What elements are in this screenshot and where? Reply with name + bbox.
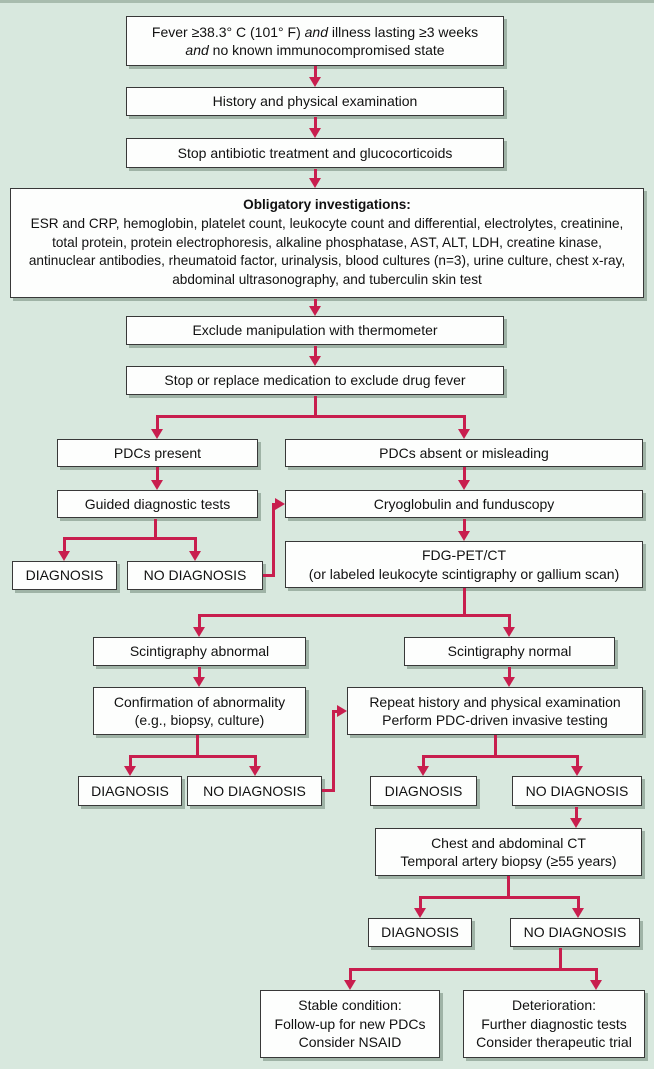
node-label: (e.g., biopsy, culture) xyxy=(134,712,265,728)
node-label: Scintigraphy normal xyxy=(447,643,572,660)
node-stop-antibiotics xyxy=(126,138,504,168)
flow-arrowhead-down xyxy=(124,766,136,776)
flow-line xyxy=(314,396,317,417)
node-label: Stop antibiotic treatment and glucocorticoids xyxy=(177,144,453,161)
flow-arrowhead-down xyxy=(458,531,470,541)
flow-arrowhead-down xyxy=(503,627,515,637)
node-label: FDG-PET/CT xyxy=(422,547,506,564)
node-deterioration xyxy=(463,990,645,1058)
flow-line xyxy=(130,755,255,758)
flow-line xyxy=(350,968,596,971)
node-chest-abdominal-ct xyxy=(375,828,642,876)
node-stable-condition xyxy=(260,990,440,1058)
flow-arrowhead-down xyxy=(309,128,321,138)
flow-arrowhead-down xyxy=(590,980,602,990)
node-label: Consider NSAID xyxy=(298,1034,402,1051)
node-label: Fever ≥38.3° C (101° F) xyxy=(151,23,305,40)
node-label: Stable condition: xyxy=(298,997,402,1014)
flow-arrowhead-down xyxy=(193,627,205,637)
flow-arrowhead-down xyxy=(503,677,515,687)
flow-line xyxy=(332,710,335,792)
flow-arrowhead-down xyxy=(572,908,584,918)
node-label: Consider therapeutic trial xyxy=(476,1034,632,1051)
flow-arrowhead-down xyxy=(414,908,426,918)
node-label: Stop or replace medication to exclude drug fever xyxy=(164,372,466,389)
flow-line xyxy=(559,948,562,970)
flow-arrowhead-down xyxy=(458,429,470,439)
node-cryoglobulin-funduscopy xyxy=(285,490,643,518)
node-label: PDCs absent or misleading xyxy=(379,444,549,461)
flow-line xyxy=(154,519,157,539)
node-body: ESR and CRP, hemoglobin, platelet count, leukocyte count and differential, electrolytes, creatinine, total protein, protein electrophoresis, alkaline phosphatase, AST, ALT, LDH, creatine kinase, antinuclear antibodies, rheumatoid factor, urinalysis, blood cultures (n=3), urine culture, chest x-ray, abdominal ultrasonography, and tuberculin skin test xyxy=(28,215,626,288)
node-obligatory-investigations xyxy=(10,188,644,298)
node-label: Chest and abdominal CT xyxy=(431,834,586,851)
flow-arrowhead-down xyxy=(570,818,582,828)
flow-line xyxy=(507,876,510,898)
flow-line xyxy=(196,735,199,757)
node-label: DIAGNOSIS xyxy=(91,782,169,799)
flow-arrowhead-down xyxy=(571,766,583,776)
node-repeat-history xyxy=(347,687,643,735)
flow-line xyxy=(494,735,497,757)
flow-line xyxy=(463,588,466,616)
node-no-diagnosis-2 xyxy=(187,776,322,806)
node-label: and xyxy=(304,23,328,40)
node-fever-criteria xyxy=(126,16,504,66)
flow-arrowhead-down xyxy=(309,356,321,366)
flow-arrowhead-down xyxy=(417,766,429,776)
node-diagnosis-2 xyxy=(78,776,182,806)
node-label: Deterioration: xyxy=(511,997,597,1014)
flow-arrowhead-right xyxy=(275,498,285,510)
node-pdcs-absent xyxy=(285,439,643,467)
node-no-diagnosis-4 xyxy=(510,918,640,947)
flow-arrowhead-down xyxy=(193,677,205,687)
flow-arrowhead-down xyxy=(58,551,70,561)
node-label: Scintigraphy abnormal xyxy=(129,643,270,660)
flow-arrowhead-down xyxy=(309,306,321,316)
node-label: Temporal artery biopsy (≥55 years) xyxy=(400,853,617,869)
node-label: Repeat history and physical examination xyxy=(369,693,621,710)
node-label: NO DIAGNOSIS xyxy=(203,782,306,799)
node-diagnosis-4 xyxy=(368,918,472,947)
node-label: PDCs present xyxy=(113,444,202,461)
node-stop-medication xyxy=(126,366,504,395)
node-label: Follow-up for new PDCs xyxy=(274,1015,426,1032)
node-no-diagnosis-3 xyxy=(512,776,642,806)
node-label: History and physical examination xyxy=(212,93,418,110)
flow-arrowhead-down xyxy=(344,980,356,990)
node-fdg-pet-ct xyxy=(285,541,643,588)
node-label: (or labeled leukocyte scintigraphy or gallium scan) xyxy=(308,565,620,582)
node-label: Cryoglobulin and funduscopy xyxy=(373,495,555,512)
node-label: NO DIAGNOSIS xyxy=(525,782,629,799)
flow-line xyxy=(199,614,509,617)
node-label: and xyxy=(185,42,209,58)
node-pdcs-present xyxy=(57,439,258,467)
node-history-physical-exam xyxy=(126,87,504,116)
node-confirmation-abnormality xyxy=(93,687,306,735)
flow-arrowhead-right xyxy=(337,705,347,717)
node-label: Exclude manipulation with thermometer xyxy=(192,322,438,339)
node-label: DIAGNOSIS xyxy=(25,567,104,584)
flow-line xyxy=(272,503,275,577)
node-label: Further diagnostic tests xyxy=(481,1015,627,1032)
node-diagnosis-1 xyxy=(12,561,117,590)
flow-line xyxy=(64,537,195,540)
flow-line xyxy=(423,755,577,758)
node-label: DIAGNOSIS xyxy=(381,924,459,941)
flow-arrowhead-down xyxy=(151,480,163,490)
flow-line xyxy=(157,415,464,418)
node-label: Guided diagnostic tests xyxy=(84,495,231,512)
node-diagnosis-3 xyxy=(370,776,477,806)
node-guided-tests xyxy=(57,490,258,518)
node-no-diagnosis-1 xyxy=(127,561,263,590)
node-label xyxy=(185,41,444,59)
flow-line xyxy=(420,896,578,899)
node-label xyxy=(152,23,478,41)
flow-arrowhead-down xyxy=(189,551,201,561)
flow-arrowhead-down xyxy=(458,480,470,490)
node-label: NO DIAGNOSIS xyxy=(143,567,247,584)
flow-arrowhead-down xyxy=(151,429,163,439)
node-label: NO DIAGNOSIS xyxy=(523,924,627,941)
node-label: illness lasting ≥3 weeks xyxy=(327,23,479,40)
flow-arrowhead-down xyxy=(309,77,321,87)
flow-arrowhead-down xyxy=(249,766,261,776)
node-label: Confirmation of abnormality xyxy=(113,693,286,710)
flow-arrowhead-down xyxy=(309,178,321,188)
node-exclude-thermometer xyxy=(126,316,504,345)
node-scintigraphy-abnormal xyxy=(93,637,306,666)
node-label: DIAGNOSIS xyxy=(384,782,463,799)
node-label: no known immunocompromised state xyxy=(208,42,445,58)
node-label: Perform PDC-driven invasive testing xyxy=(382,712,608,728)
node-title: Obligatory investigations: xyxy=(243,197,411,213)
node-scintigraphy-normal xyxy=(404,637,615,666)
